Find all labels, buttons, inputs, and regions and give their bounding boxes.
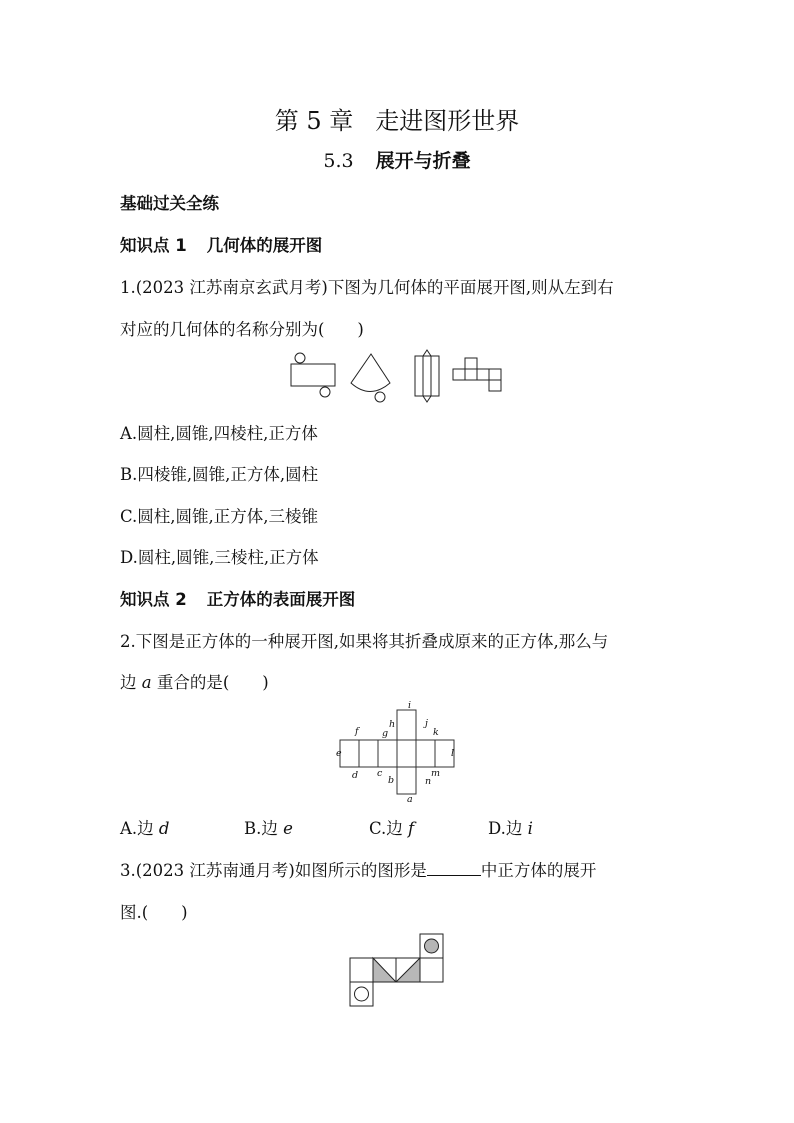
label-f: f xyxy=(355,726,359,737)
section-title xyxy=(0,146,794,173)
kp2-name: 正方体的表面展开图 xyxy=(206,590,356,609)
q3-stem-line1: 3.(2023 江苏南通月考)如图所示的图形是 中正方体的展开 xyxy=(120,861,597,880)
kp2-number: 知识点 2 xyxy=(120,590,187,609)
chapter-name: 走进图形世界 xyxy=(375,107,520,135)
label-g: g xyxy=(382,728,389,739)
q1-option-a[interactable]: A.圆柱,圆锥,四棱柱,正方体 xyxy=(120,424,318,443)
q1-stem-line2: 对应的几何体的名称分别为( ) xyxy=(120,320,364,339)
label-k: k xyxy=(433,727,439,738)
label-h: h xyxy=(389,719,396,730)
circle-icon xyxy=(355,987,369,1001)
q3-stem-line2: 图.( ) xyxy=(120,903,188,922)
q2-stem-line1: 2.下图是正方体的一种展开图,如果将其折叠成原来的正方体,那么与 xyxy=(120,632,609,651)
q2-option-c[interactable]: C.边 f xyxy=(369,819,415,838)
cube-net xyxy=(453,358,501,391)
kp1-number: 知识点 1 xyxy=(120,236,187,255)
q1-nets-figure xyxy=(280,348,510,408)
cone-net xyxy=(351,354,390,402)
prism-net xyxy=(415,350,439,402)
label-l: l xyxy=(451,748,455,759)
knowledge-point-2 xyxy=(120,586,355,610)
section-name: 展开与折叠 xyxy=(375,150,471,172)
label-a: a xyxy=(407,794,413,805)
q3-answer-blank[interactable] xyxy=(427,859,481,876)
practice-heading: 基础过关全练 xyxy=(120,194,219,213)
shaded-circle-icon xyxy=(425,939,439,953)
knowledge-point-1 xyxy=(120,232,322,256)
q2-option-a[interactable]: A.边 d xyxy=(120,819,170,838)
q1-option-d[interactable]: D.圆柱,圆锥,三棱柱,正方体 xyxy=(120,548,319,567)
q1-stem-line1: 1.(2023 江苏南京玄武月考)下图为几何体的平面展开图,则从左到右 xyxy=(120,278,614,297)
kp1-name: 几何体的展开图 xyxy=(206,236,323,255)
chapter-number: 第 5 章 xyxy=(274,107,354,135)
q2-cube-net-figure xyxy=(330,700,470,805)
label-m: m xyxy=(431,768,441,779)
q1-option-c[interactable]: C.圆柱,圆锥,正方体,三棱锥 xyxy=(120,507,319,526)
cylinder-net xyxy=(291,353,335,397)
q2-option-b[interactable]: B.边 e xyxy=(244,819,293,838)
section-number: 5.3 xyxy=(323,150,354,172)
shaded-triangle-right xyxy=(396,958,420,982)
label-c: c xyxy=(377,768,383,779)
shaded-triangle-left xyxy=(373,958,396,982)
label-n: n xyxy=(425,776,432,787)
q3-cube-net-figure xyxy=(345,930,455,1010)
q2-var-a: a xyxy=(141,673,152,692)
label-b: b xyxy=(388,775,395,786)
chapter-title xyxy=(0,101,794,136)
label-e: e xyxy=(336,748,342,759)
label-d: d xyxy=(352,770,359,781)
q2-stem-line2: 边 a 重合的是( ) xyxy=(120,673,269,692)
q1-option-b[interactable]: B.四棱锥,圆锥,正方体,圆柱 xyxy=(120,465,319,484)
label-j: j xyxy=(425,718,428,729)
q2-option-d[interactable]: D.边 i xyxy=(488,819,533,838)
label-i: i xyxy=(408,700,412,711)
